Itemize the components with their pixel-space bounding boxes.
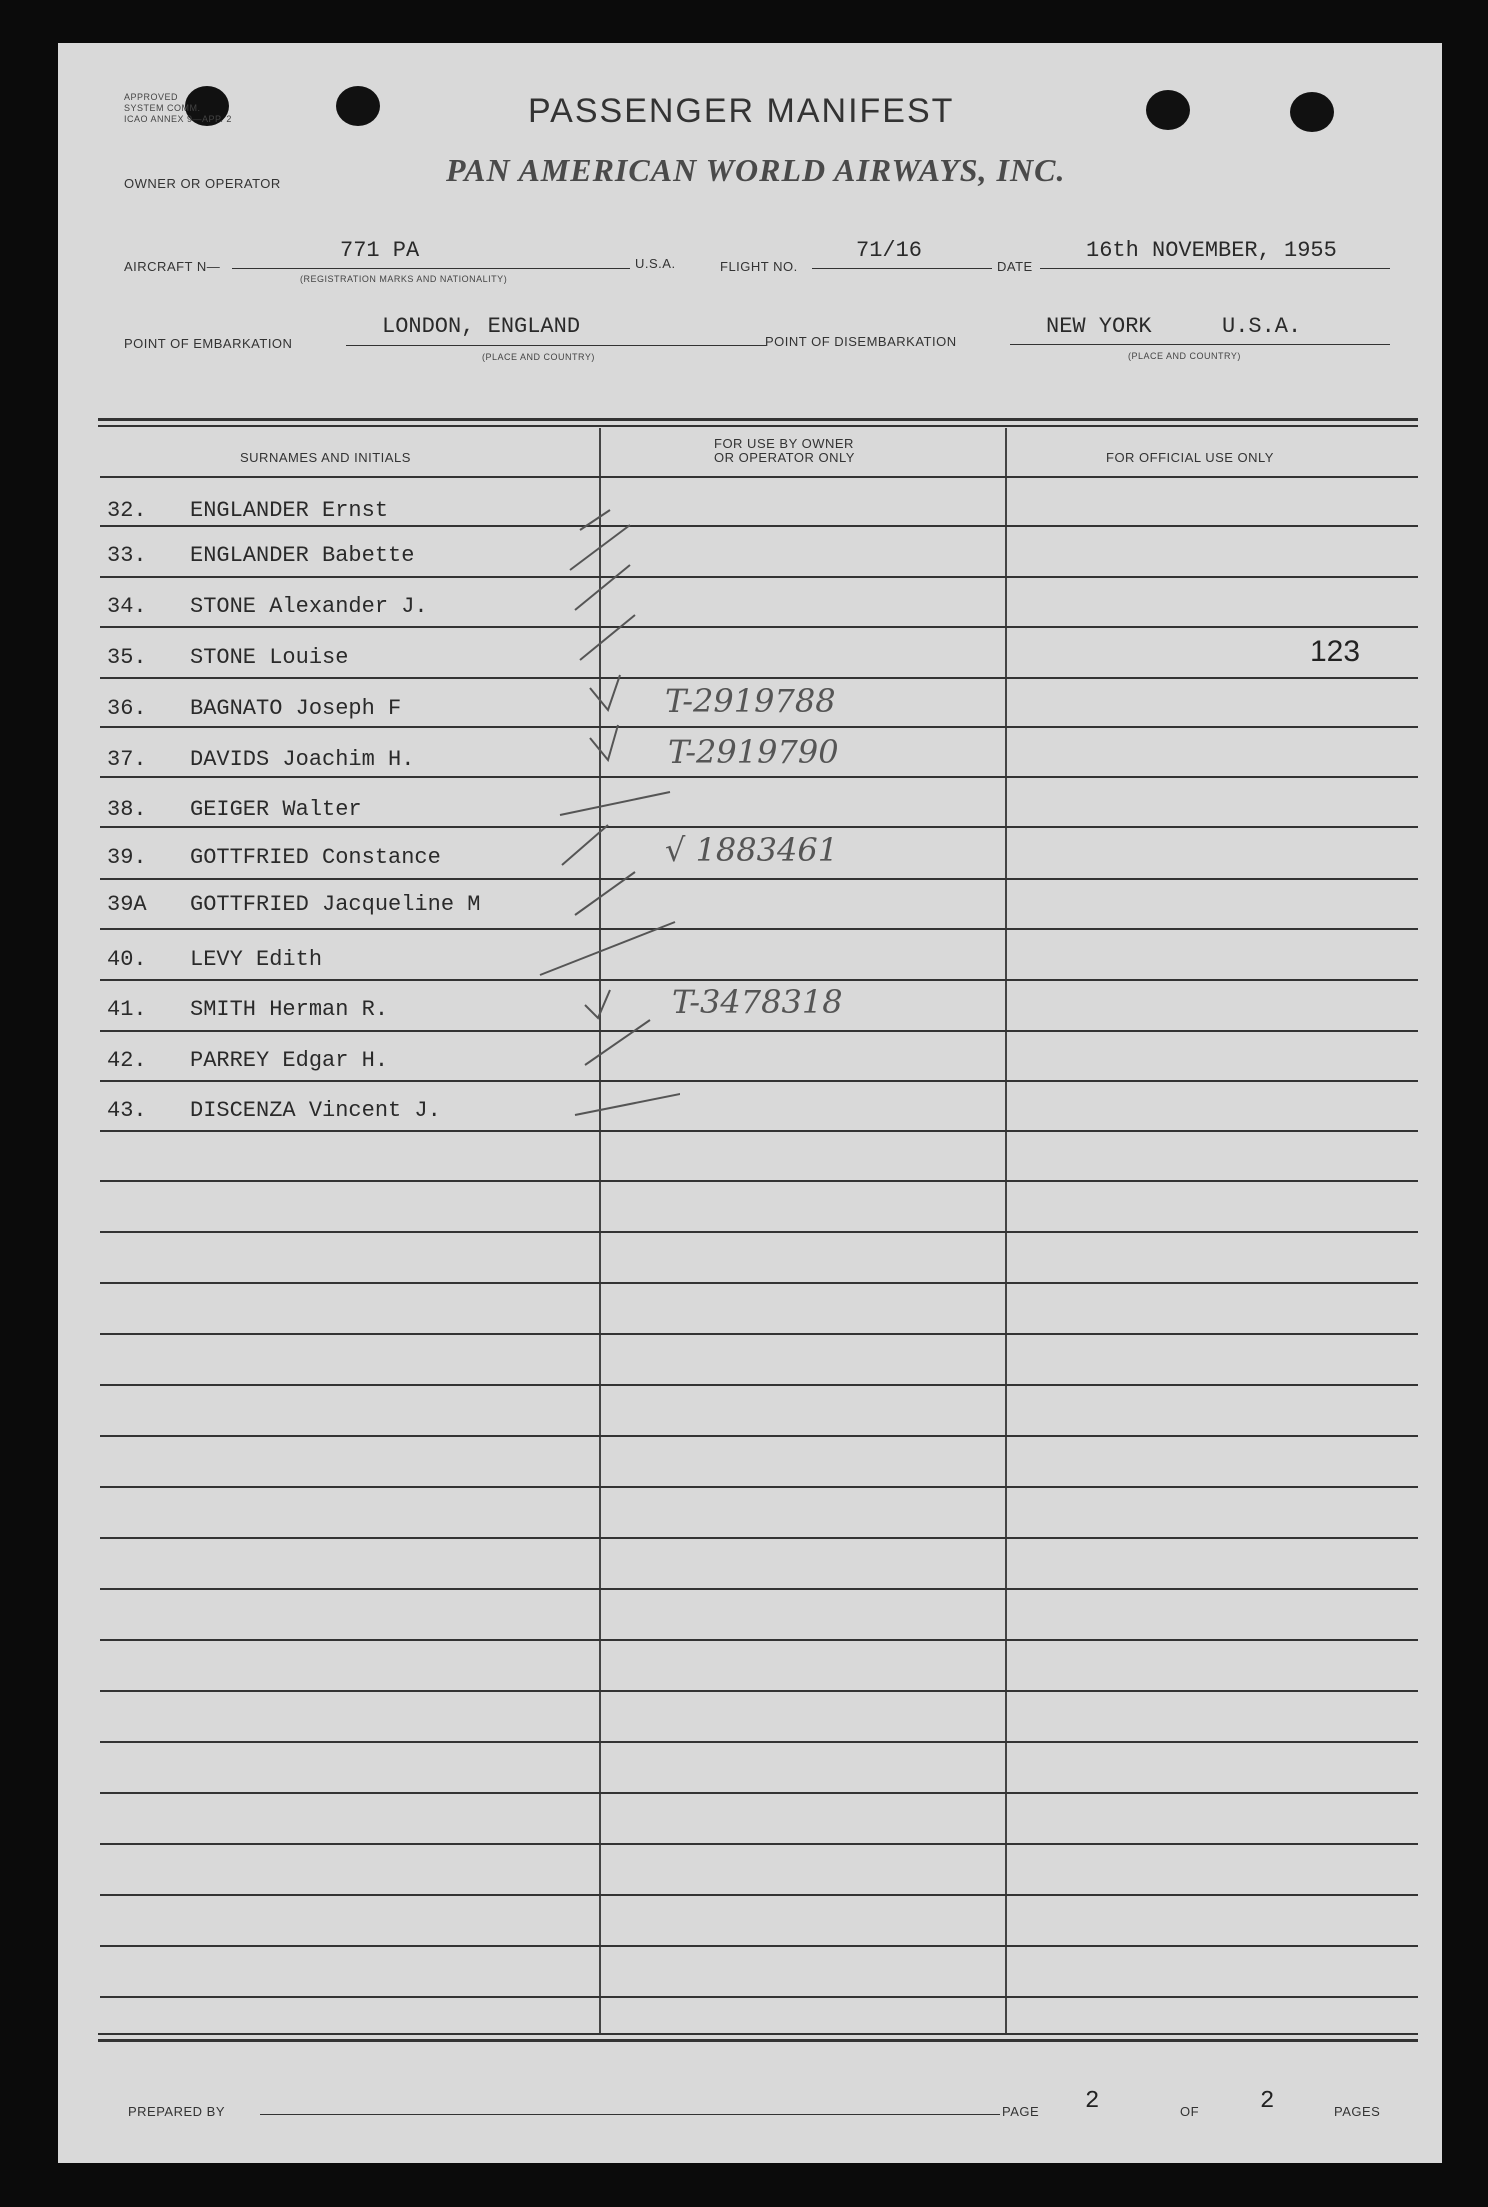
row-rule [100, 1180, 1418, 1182]
row-rule [100, 1435, 1418, 1437]
passenger-name: ENGLANDER Ernst [190, 498, 389, 523]
aircraft-value: 771 PA [340, 238, 420, 263]
passenger-number: 32. [107, 498, 147, 523]
disembarkation-country: U.S.A. [1222, 314, 1302, 339]
passenger-name: SMITH Herman R. [190, 997, 389, 1022]
punch-hole-2 [336, 86, 380, 126]
row-rule [100, 1894, 1418, 1896]
row-rule [100, 1945, 1418, 1947]
passenger-ticket-note: T-2919790 [668, 733, 839, 771]
punch-hole-4 [1290, 92, 1334, 132]
embarkation-value: LONDON, ENGLAND [382, 314, 581, 339]
passenger-number: 36. [107, 696, 147, 721]
row-rule [100, 826, 1418, 828]
date-value: 16th NOVEMBER, 1955 [1086, 238, 1337, 263]
passenger-ticket-note: T-3478318 [672, 983, 843, 1021]
passenger-name: BAGNATO Joseph F [190, 696, 402, 721]
disembarkation-label: POINT OF DISEMBARKATION [765, 334, 957, 349]
row-rule [100, 1231, 1418, 1233]
row-rule [100, 726, 1418, 728]
passenger-name: STONE Louise [190, 645, 349, 670]
passenger-number: 34. [107, 594, 147, 619]
page-label: PAGE [1002, 2104, 1040, 2119]
owner-label: OWNER OR OPERATOR [124, 176, 281, 191]
row-rule [100, 1384, 1418, 1386]
row-rule [100, 626, 1418, 628]
row-rule [100, 1282, 1418, 1284]
column-header-official: FOR OFFICIAL USE ONLY [1106, 450, 1274, 465]
row-rule [100, 1030, 1418, 1032]
passenger-name: DISCENZA Vincent J. [190, 1098, 441, 1123]
column-header-owner-2: OR OPERATOR ONLY [714, 450, 855, 465]
company-name: PAN AMERICAN WORLD AIRWAYS, INC. [446, 152, 1066, 188]
passenger-number: 39. [107, 845, 147, 870]
page-total: 2 [1260, 2088, 1275, 2115]
row-rule [100, 1080, 1418, 1082]
column-header-owner-1: FOR USE BY OWNER [714, 436, 854, 451]
passenger-number: 40. [107, 947, 147, 972]
row-rule [100, 1843, 1418, 1845]
row-rule [100, 476, 1418, 478]
row-rule [100, 1639, 1418, 1641]
approval-line-2: SYSTEM COMM. [124, 103, 201, 113]
passenger-name: DAVIDS Joachim H. [190, 747, 415, 772]
official-use-value: 123 [1310, 635, 1361, 668]
passenger-name: PARREY Edgar H. [190, 1048, 389, 1073]
passenger-ticket-note: √ 1883461 [665, 831, 839, 869]
document-title: PASSENGER MANIFEST [528, 92, 955, 130]
passenger-number: 35. [107, 645, 147, 670]
disembarkation-city: NEW YORK [1046, 314, 1152, 339]
of-label: OF [1180, 2104, 1200, 2119]
row-rule [100, 576, 1418, 578]
row-rule [100, 1741, 1418, 1743]
passenger-name: GEIGER Walter [190, 797, 362, 822]
row-rule [100, 1130, 1418, 1132]
passenger-number: 39A [107, 892, 147, 917]
row-rule [100, 677, 1418, 679]
row-rule [100, 878, 1418, 880]
passenger-number: 43. [107, 1098, 147, 1123]
passenger-number: 37. [107, 747, 147, 772]
row-rule [100, 1588, 1418, 1590]
row-rule [100, 1333, 1418, 1335]
aircraft-sublabel: (REGISTRATION MARKS AND NATIONALITY) [300, 274, 508, 284]
row-rule [100, 1690, 1418, 1692]
row-rule [100, 979, 1418, 981]
passenger-number: 41. [107, 997, 147, 1022]
passenger-number: 38. [107, 797, 147, 822]
pages-label: PAGES [1334, 2104, 1381, 2119]
row-rule [100, 1996, 1418, 1998]
column-header-names: SURNAMES AND INITIALS [240, 450, 411, 465]
passenger-number: 42. [107, 1048, 147, 1073]
approval-line-3: ICAO ANNEX 9—APP. 2 [124, 114, 232, 124]
row-rule [100, 525, 1418, 527]
row-rule [100, 1537, 1418, 1539]
passenger-ticket-note: T-2919788 [665, 682, 836, 720]
embarkation-label: POINT OF EMBARKATION [124, 336, 293, 351]
row-rule [100, 928, 1418, 930]
embarkation-sublabel: (PLACE AND COUNTRY) [482, 352, 595, 362]
row-rule [100, 776, 1418, 778]
approval-line-1: APPROVED [124, 92, 179, 102]
flight-label: FLIGHT NO. [720, 259, 798, 274]
passenger-name: GOTTFRIED Jacqueline M [190, 892, 481, 917]
passenger-name: GOTTFRIED Constance [190, 845, 441, 870]
prepared-by-label: PREPARED BY [128, 2104, 226, 2119]
passenger-name: STONE Alexander J. [190, 594, 428, 619]
row-rule [100, 1486, 1418, 1488]
passenger-name: ENGLANDER Babette [190, 543, 415, 568]
aircraft-label: AIRCRAFT N— [124, 259, 221, 274]
passenger-name: LEVY Edith [190, 947, 323, 972]
disembarkation-sublabel: (PLACE AND COUNTRY) [1128, 351, 1241, 361]
row-rule [100, 1792, 1418, 1794]
passenger-number: 33. [107, 543, 147, 568]
flight-value: 71/16 [856, 238, 923, 263]
page-number: 2 [1085, 2088, 1100, 2115]
punch-hole-3 [1146, 90, 1190, 130]
date-label: DATE [997, 259, 1033, 274]
usa-label: U.S.A. [635, 256, 676, 271]
check-marks [520, 470, 680, 1150]
